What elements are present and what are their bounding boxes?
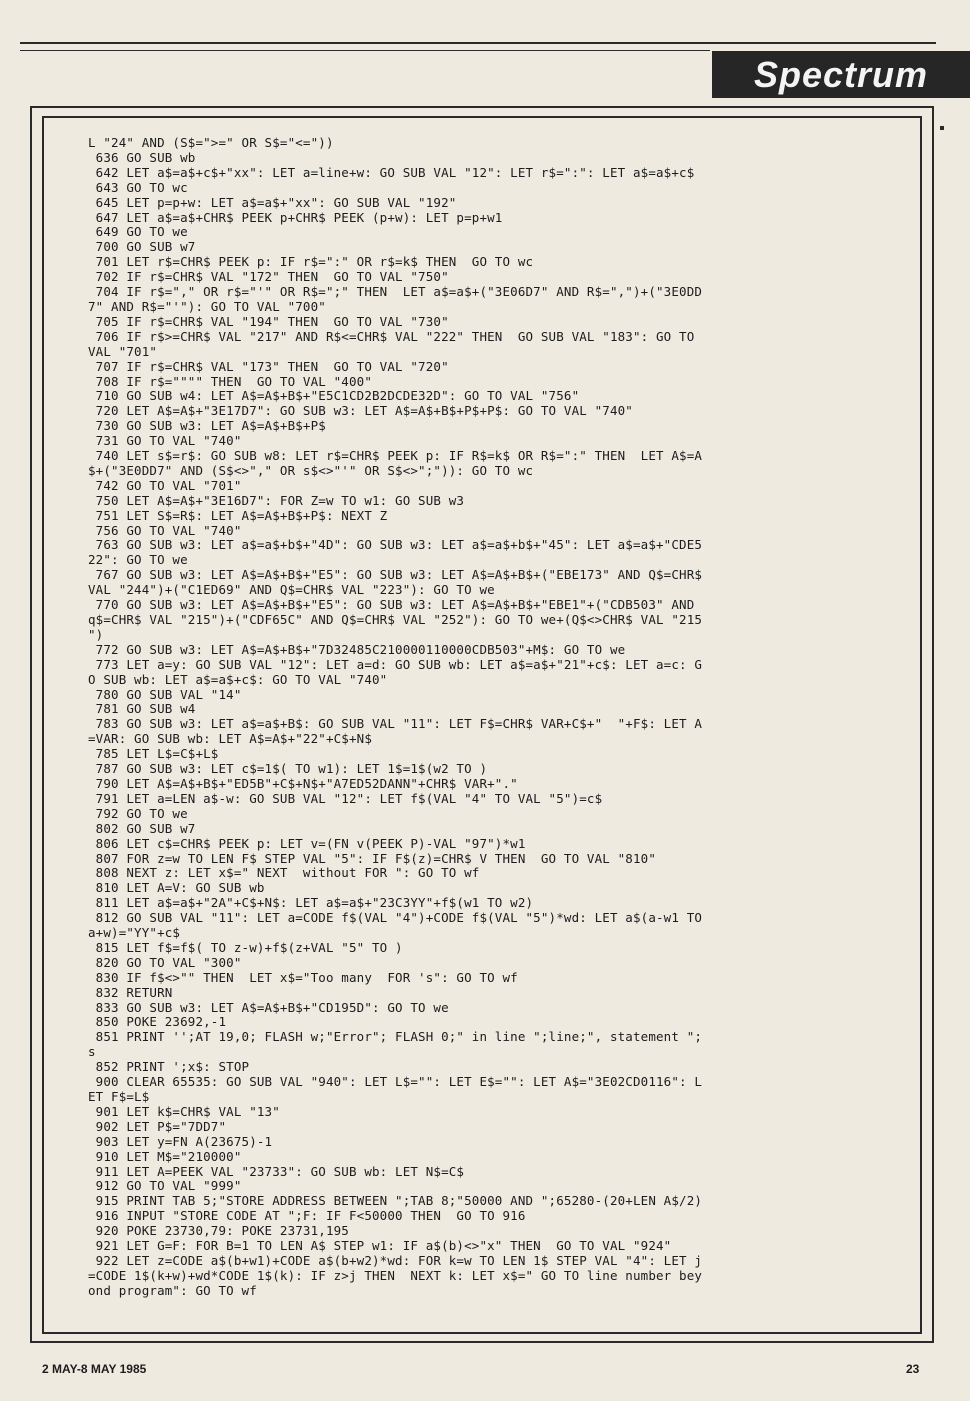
listing-line: 767 GO SUB w3: LET A$=A$+B$+"E5": GO SUB w3: LET A$=A$+B$+("EBE173" AND Q$=CHR$ <box>88 567 703 583</box>
listing-line: ond program": GO TO wf <box>88 1282 257 1298</box>
listing-line: VAL "244")+("C1ED69" AND Q$=CHR$ VAL "223"): GO TO we <box>88 582 495 598</box>
listing-line: 912 GO TO VAL "999" <box>88 1178 242 1194</box>
listing-line: 781 GO SUB w4 <box>88 701 196 717</box>
listing-line: 783 GO SUB w3: LET a$=a$+B$: GO SUB VAL "11": LET F$=CHR$ VAR+C$+" "+F$: LET A <box>88 716 703 732</box>
issue-date: 2 MAY-8 MAY 1985 <box>42 1362 147 1376</box>
listing-line: 792 GO TO we <box>88 805 188 821</box>
listing-line: 720 LET A$=A$+"3E17D7": GO SUB w3: LET A$=A$+B$+P$+P$: GO TO VAL "740" <box>88 403 633 419</box>
listing-line: ET F$=L$ <box>88 1089 150 1104</box>
listing-line: 750 LET A$=A$+"3E16D7": FOR Z=w TO w1: GO SUB w3 <box>88 492 465 508</box>
listing-line: 772 GO SUB w3: LET A$=A$+B$+"7D32485C210000110000CDB503"+M$: GO TO we <box>88 641 626 657</box>
listing-line: 704 IF r$="," OR r$="'" OR R$=";" THEN LET a$=a$+("3E06D7" AND R$=",")+("3E0DD <box>88 284 703 300</box>
listing-line: 647 LET a$=a$+CHR$ PEEK p+CHR$ PEEK (p+w): LET p=p+w1 <box>88 209 503 225</box>
top-rule <box>20 42 936 44</box>
listing-line: 833 GO SUB w3: LET A$=A$+B$+"CD195D": GO TO we <box>88 999 449 1015</box>
listing-line: 790 LET A$=A$+B$+"ED5B"+C$+N$+"A7ED52DANN"+CHR$ VAR+"." <box>88 775 518 791</box>
listing-line: =VAR: GO SUB wb: LET A$=A$+"22"+C$+N$ <box>88 731 372 747</box>
listing-line: VAL "701" <box>88 343 158 359</box>
program-listing <box>88 136 908 1299</box>
listing-line: 810 LET A=V: GO SUB wb <box>88 880 265 896</box>
listing-line: =CODE 1$(k+w)+wd*CODE 1$(k): IF z>j THEN NEXT k: LET x$=" GO TO line number bey <box>88 1267 703 1283</box>
margin-mark <box>940 126 944 130</box>
listing-line: 763 GO SUB w3: LET a$=a$+b$+"4D": GO SUB w3: LET a$=a$+b$+"45": LET a$=a$+"CDE5 <box>88 537 703 553</box>
listing-line: O SUB wb: LET a$=a$+c$: GO TO VAL "740" <box>88 671 388 687</box>
listing-line: s <box>88 1044 96 1060</box>
listing-line: 902 LET P$="7DD7" <box>88 1118 227 1134</box>
listing-line: 742 GO TO VAL "701" <box>88 477 242 493</box>
listing-line: 911 LET A=PEEK VAL "23733": GO SUB wb: LET N$=C$ <box>88 1163 465 1179</box>
listing-line: L "24" AND (S$=">=" OR S$="<=")) <box>88 135 334 150</box>
listing-line: 815 LET f$=f$( TO z-w)+f$(z+VAL "5" TO ) <box>88 939 403 955</box>
listing-line: 920 POKE 23730,79: POKE 23731,195 <box>88 1223 349 1239</box>
listing-line: 710 GO SUB w4: LET A$=A$+B$+"E5C1CD2B2DCDE32D": GO TO VAL "756" <box>88 388 580 404</box>
listing-line: q$=CHR$ VAL "215")+("CDF65C" AND Q$=CHR$ VAL "252"): GO TO we+(Q$<>CHR$ VAL "215 <box>88 612 703 627</box>
listing-line: 751 LET S$=R$: LET A$=A$+B$+P$: NEXT Z <box>88 507 388 523</box>
listing-line: 780 GO SUB VAL "14" <box>88 686 242 702</box>
listing-line: 7" AND R$="'"): GO TO VAL "700" <box>88 298 326 314</box>
listing-line: 770 GO SUB w3: LET A$=A$+B$+"E5": GO SUB w3: LET A$=A$+B$+"EBE1"+("CDB503" AND <box>88 597 695 613</box>
listing-line: ") <box>88 626 104 642</box>
listing-line: 756 GO TO VAL "740" <box>88 522 242 538</box>
listing-line: 22": GO TO we <box>88 552 188 568</box>
listing-line: 916 INPUT "STORE CODE AT ";F: IF F<50000 THEN GO TO 916 <box>88 1208 526 1224</box>
listing-line: a+w)="YY"+c$ <box>88 925 181 941</box>
section-tab: Spectrum <box>712 51 970 98</box>
listing-line: 802 GO SUB w7 <box>88 820 196 836</box>
listing-line: 643 GO TO wc <box>88 179 188 195</box>
listing-line: 702 IF r$=CHR$ VAL "172" THEN GO TO VAL "750" <box>88 269 449 285</box>
listing-line: 740 LET s$=r$: GO SUB w8: LET r$=CHR$ PEEK p: IF R$=k$ OR R$=":" THEN LET A$=A <box>88 448 703 464</box>
listing-line: 700 GO SUB w7 <box>88 239 196 255</box>
listing-line: 832 RETURN <box>88 984 173 1000</box>
listing-line: $+("3E0DD7" AND (S$<>"," OR s$<>"'" OR S$<>";")): GO TO wc <box>88 462 534 478</box>
listing-line: 850 POKE 23692,-1 <box>88 1014 227 1030</box>
listing-line: 922 LET z=CODE a$(b+w1)+CODE a$(b+w2)*wd: FOR k=w TO LEN 1$ STEP VAL "4": LET j <box>88 1252 703 1268</box>
listing-line: 636 GO SUB wb <box>88 149 196 165</box>
listing-line: 773 LET a=y: GO SUB VAL "12": LET a=d: GO SUB wb: LET a$=a$+"21"+c$: LET a=c: G <box>88 656 703 672</box>
listing-line: 901 LET k$=CHR$ VAL "13" <box>88 1103 280 1119</box>
listing-line: 706 IF r$>=CHR$ VAL "217" AND R$<=CHR$ VAL "222" THEN GO SUB VAL "183": GO TO <box>88 328 695 344</box>
listing-line: 785 LET L$=C$+L$ <box>88 746 219 762</box>
listing-line: 787 GO SUB w3: LET c$=1$( TO w1): LET 1$=1$(w2 TO ) <box>88 761 488 777</box>
listing-line: 806 LET c$=CHR$ PEEK p: LET v=(FN v(PEEK P)-VAL "97")*w1 <box>88 835 526 851</box>
listing-line: 730 GO SUB w3: LET A$=A$+B$+P$ <box>88 418 326 434</box>
listing-line: 830 IF f$<>"" THEN LET x$="Too many FOR 's": GO TO wf <box>88 969 518 985</box>
listing-line: 812 GO SUB VAL "11": LET a=CODE f$(VAL "4")+CODE f$(VAL "5")*wd: LET a$(a-w1 TO <box>88 910 703 926</box>
listing-line: 811 LET a$=a$+"2A"+C$+N$: LET a$=a$+"23C3YY"+f$(w1 TO w2) <box>88 895 534 911</box>
listing-line: 645 LET p=p+w: LET a$=a$+"xx": GO SUB VAL "192" <box>88 194 457 210</box>
listing-line: 707 IF r$=CHR$ VAL "173" THEN GO TO VAL "720" <box>88 358 449 374</box>
listing-line: 808 NEXT z: LET x$=" NEXT without FOR ": GO TO wf <box>88 865 480 881</box>
listing-line: 915 PRINT TAB 5;"STORE ADDRESS BETWEEN ";TAB 8;"50000 AND ";65280-(20+LEN A$/2) <box>88 1193 703 1209</box>
page-number: 23 <box>906 1362 920 1376</box>
listing-line: 791 LET a=LEN a$-w: GO SUB VAL "12": LET f$(VAL "4" TO VAL "5")=c$ <box>88 790 603 806</box>
listing-line: 852 PRINT ';x$: STOP <box>88 1059 250 1075</box>
listing-line: 701 LET r$=CHR$ PEEK p: IF r$=":" OR r$=k$ THEN GO TO wc <box>88 254 534 270</box>
listing-line: 705 IF r$=CHR$ VAL "194" THEN GO TO VAL "730" <box>88 313 449 329</box>
listing-line: 820 GO TO VAL "300" <box>88 954 242 970</box>
listing-line: 903 LET y=FN A(23675)-1 <box>88 1133 273 1149</box>
listing-line: 921 LET G=F: FOR B=1 TO LEN A$ STEP w1: IF a$(b)<>"x" THEN GO TO VAL "924" <box>88 1238 672 1254</box>
listing-line: 807 FOR z=w TO LEN F$ STEP VAL "5": IF F$(z)=CHR$ V THEN GO TO VAL "810" <box>88 850 656 866</box>
top-rule-thin <box>20 50 710 51</box>
listing-line: 731 GO TO VAL "740" <box>88 433 242 449</box>
listing-line: 708 IF r$="""" THEN GO TO VAL "400" <box>88 373 372 389</box>
listing-line: 900 CLEAR 65535: GO SUB VAL "940": LET L$="": LET E$="": LET A$="3E02CD0116": L <box>88 1074 703 1090</box>
listing-line: 642 LET a$=a$+c$+"xx": LET a=line+w: GO SUB VAL "12": LET r$=":": LET a$=a$+c$ <box>88 164 695 180</box>
listing-line: 910 LET M$="210000" <box>88 1148 242 1164</box>
listing-line: 851 PRINT '';AT 19,0; FLASH w;"Error"; FLASH 0;" in line ";line;", statement "; <box>88 1029 703 1045</box>
listing-line: 649 GO TO we <box>88 224 188 240</box>
